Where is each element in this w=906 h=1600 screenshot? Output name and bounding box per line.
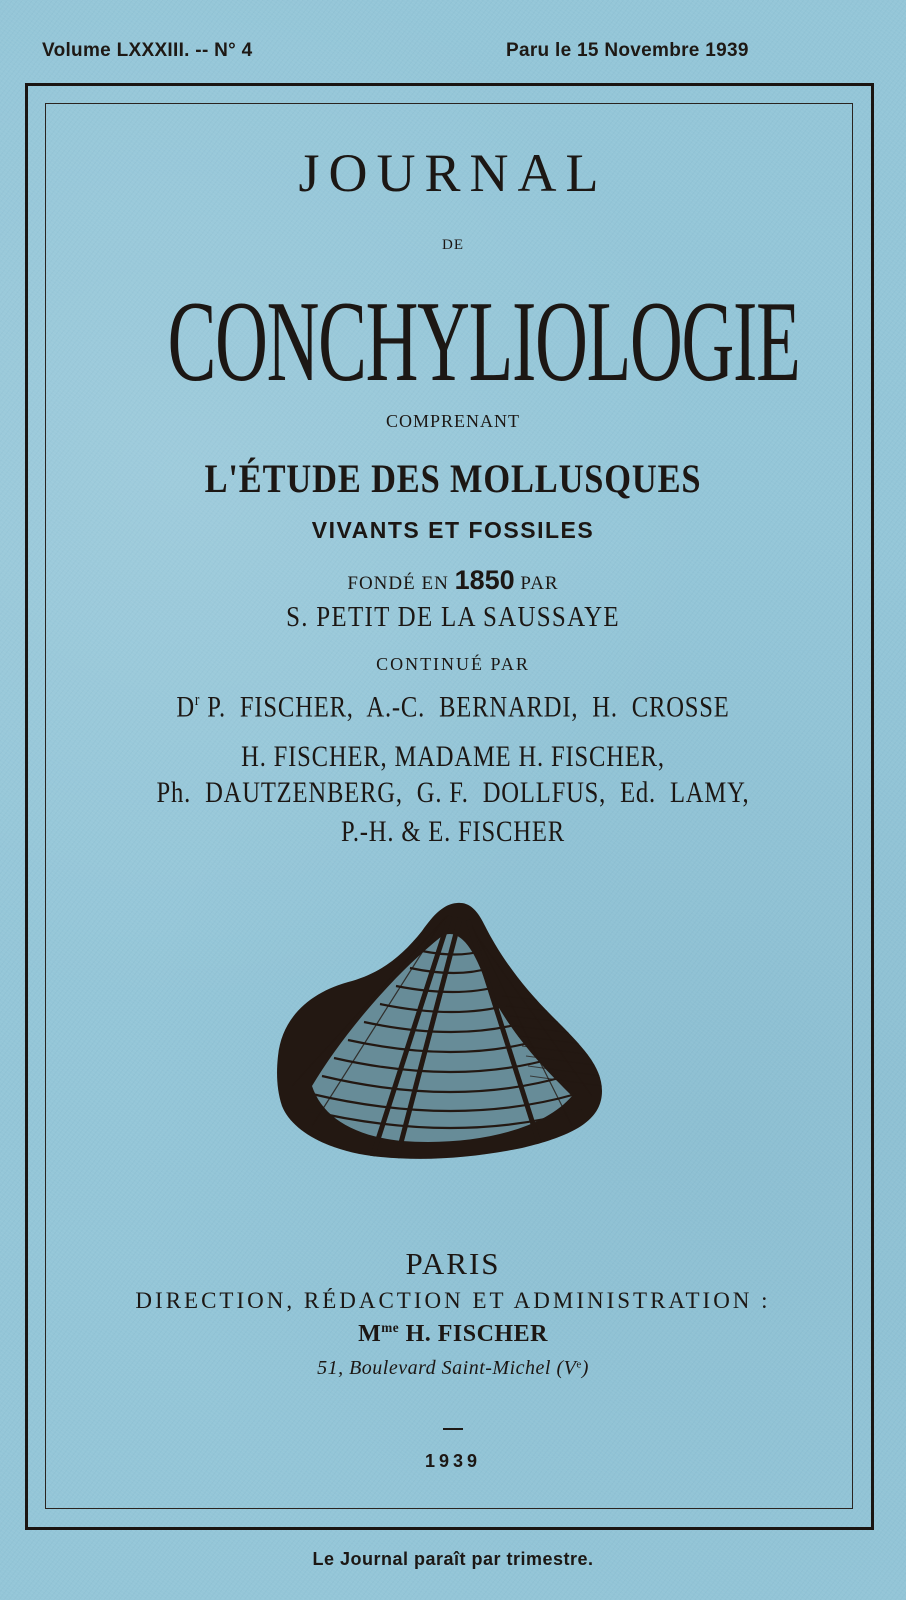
- address-text: 51, Boulevard Saint-Michel (V: [317, 1357, 577, 1379]
- subtitle-subject: L'ÉTUDE DES MOLLUSQUES: [204, 456, 702, 501]
- address-end: ): [581, 1357, 589, 1379]
- editors-line-1-names: P. FISCHER, A.-C. BERNARDI, H. CROSSE: [200, 690, 730, 724]
- director-name-text: H. FISCHER: [399, 1321, 548, 1348]
- publisher-city: PARIS: [405, 1246, 501, 1281]
- publication-year: 1939: [424, 1451, 482, 1471]
- director-name: [0, 1320, 906, 1348]
- title-journal: JOURNAL: [298, 143, 608, 203]
- publisher-address: [0, 1357, 906, 1380]
- editors-line-4: P.-H. & E. FISCHER: [341, 815, 565, 848]
- address-sup: e: [576, 1358, 582, 1371]
- title-main: CONCHYLIOLOGIE: [167, 278, 800, 406]
- founding-suffix: PAR: [514, 573, 559, 594]
- editor-title: D: [176, 690, 195, 724]
- director-title: M: [358, 1321, 382, 1348]
- subtitle-comprenant: COMPRENANT: [385, 411, 520, 431]
- subtitle-subject-qualifier: VIVANTS ET FOSSILES: [311, 517, 595, 543]
- editors-line-2: H. FISCHER, MADAME H. FISCHER,: [241, 740, 665, 773]
- continued-by-label: CONTINUÉ PAR: [376, 654, 530, 674]
- publication-date: Paru le 15 Novembre 1939: [506, 40, 749, 61]
- founder-name: S. PETIT DE LA SAUSSAYE: [286, 601, 620, 633]
- volume-number: Volume LXXXIII. -- N° 4: [42, 40, 253, 61]
- editor-title-sup: r: [194, 690, 201, 709]
- direction-label: DIRECTION, RÉDACTION ET ADMINISTRATION :: [135, 1288, 771, 1313]
- divider-dash: [443, 1428, 463, 1430]
- bivalve-shell-icon: [272, 896, 612, 1166]
- footer-note: Le Journal paraît par trimestre.: [312, 1549, 594, 1569]
- founding-line: [0, 565, 906, 596]
- founding-prefix: FONDÉ EN: [347, 573, 455, 594]
- editors-line-3: Ph. DAUTZENBERG, G. F. DOLLFUS, Ed. LAMY,: [156, 776, 750, 809]
- editors-line-1: [82, 690, 825, 725]
- title-de: DE: [442, 237, 464, 253]
- founding-year: 1850: [454, 565, 515, 595]
- director-title-sup: me: [381, 1320, 400, 1335]
